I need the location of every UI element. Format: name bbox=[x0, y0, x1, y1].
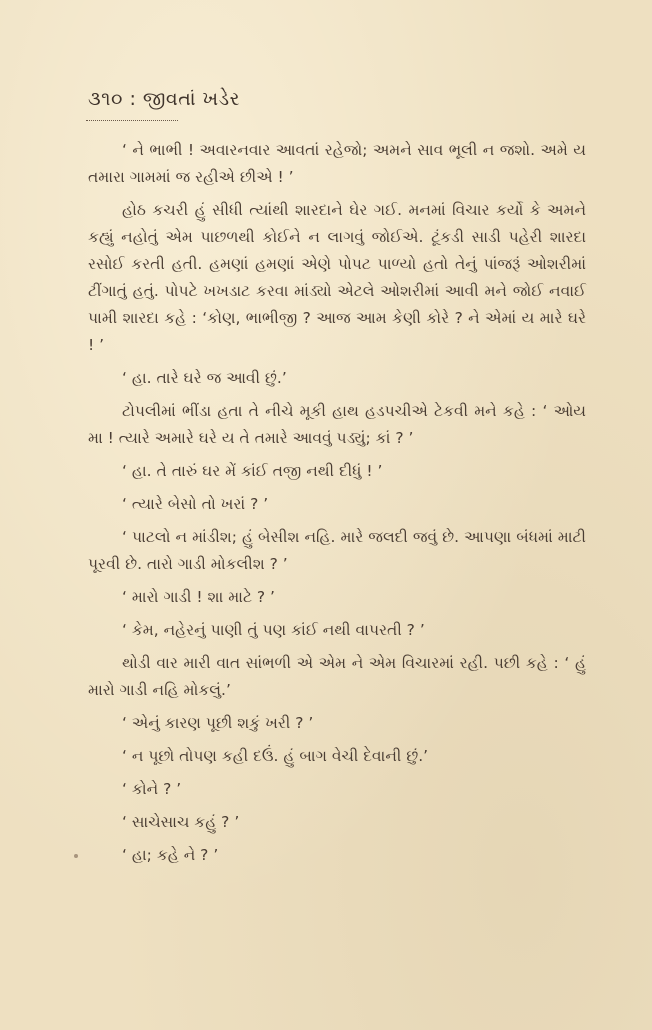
paragraph: હોઠ કચરી હું સીધી ત્યાંથી શારદાને ઘેર ગઈ. મનમાં વિચાર કર્યો કે અમને કહ્યું નહોતું એમ પાછળથી કોઈને ન લાગવું જોઈએ. ટૂંકડી સાડી પહેરી શારદા રસોઈ કરતી હતી. હમણાં હમણાં એણે પોપટ પાળ્યો હતો તેનું પાંજરૂં ઓશરીમાં ટીંગાતું હતું. પોપટે ખખડાટ કરવા માંડ્યો એટલે ઓશરીમાં આવી મને જોઈ નવાઈ પામી શારદા કહે : ‘કોણ, ભાભીજી ? આજ આમ કેણી કોરે ? ને એમાં ય મારે ઘરે ! ’ bbox=[88, 201, 586, 354]
paragraph: ‘ ને ભાભી ! અવારનવાર આવતાં રહેજો; અમને સાવ ભૂલી ન જશો. અમે ય તમારા ગામમાં જ રહીએ છીએ ! ’ bbox=[88, 141, 586, 186]
paragraph: ‘ એનું કારણ પૂછી શકું ખરી ? ’ bbox=[122, 714, 314, 732]
paragraph: ‘ કેમ, નહેરનું પાણી તું પણ કાંઈ નથી વાપરતી ? ’ bbox=[122, 621, 425, 639]
paragraph: ટોપલીમાં ભીંડા હતા તે નીચે મૂકી હાથ હડપચીએ ટેકવી મને કહે : ‘ ઓય મા ! ત્યારે અમારે ઘરે ય તે તમારે આવવું પડ્યું; કાં ? ’ bbox=[88, 402, 586, 447]
paragraph: ‘ કોને ? ’ bbox=[122, 780, 182, 798]
paragraph: ‘ હા; કહે ને ? ’ bbox=[122, 846, 219, 864]
paragraph: ‘ પાટલો ન માંડીશ; હું બેસીશ નહિ. મારે જલદી જવું છે. આપણા બંધમાં માટી પૂરવી છે. તારો ગાડી મોકલીશ ? ’ bbox=[88, 528, 586, 573]
paragraph: થોડી વાર મારી વાત સાંભળી એ એમ ને એમ વિચારમાં રહી. પછી કહે : ‘ હું મારો ગાડી નહિ મોકલું.’ bbox=[88, 654, 586, 699]
header-rule bbox=[86, 120, 178, 121]
paragraph: ‘ ત્યારે બેસો તો ખરાં ? ’ bbox=[122, 495, 269, 513]
running-head: ૩૧૦ : જીવતાં ખડેર bbox=[88, 88, 240, 110]
paragraph: ‘ સાચેસાચ કહું ? ’ bbox=[122, 813, 240, 831]
paragraph: ‘ હા. તારે ઘરે જ આવી છું.’ bbox=[122, 369, 287, 387]
paragraph: ‘ મારો ગાડી ! શા માટે ? ’ bbox=[122, 588, 275, 606]
paper-speck bbox=[74, 854, 78, 858]
paragraph: ‘ ન પૂછો તોપણ કહી દઉં. હું બાગ વેચી દેવાની છું.’ bbox=[122, 747, 429, 765]
paragraph: ‘ હા. તે તારું ઘર મેં કાંઈ તજી નથી દીધું ! ’ bbox=[122, 462, 383, 480]
body-text bbox=[88, 137, 586, 875]
